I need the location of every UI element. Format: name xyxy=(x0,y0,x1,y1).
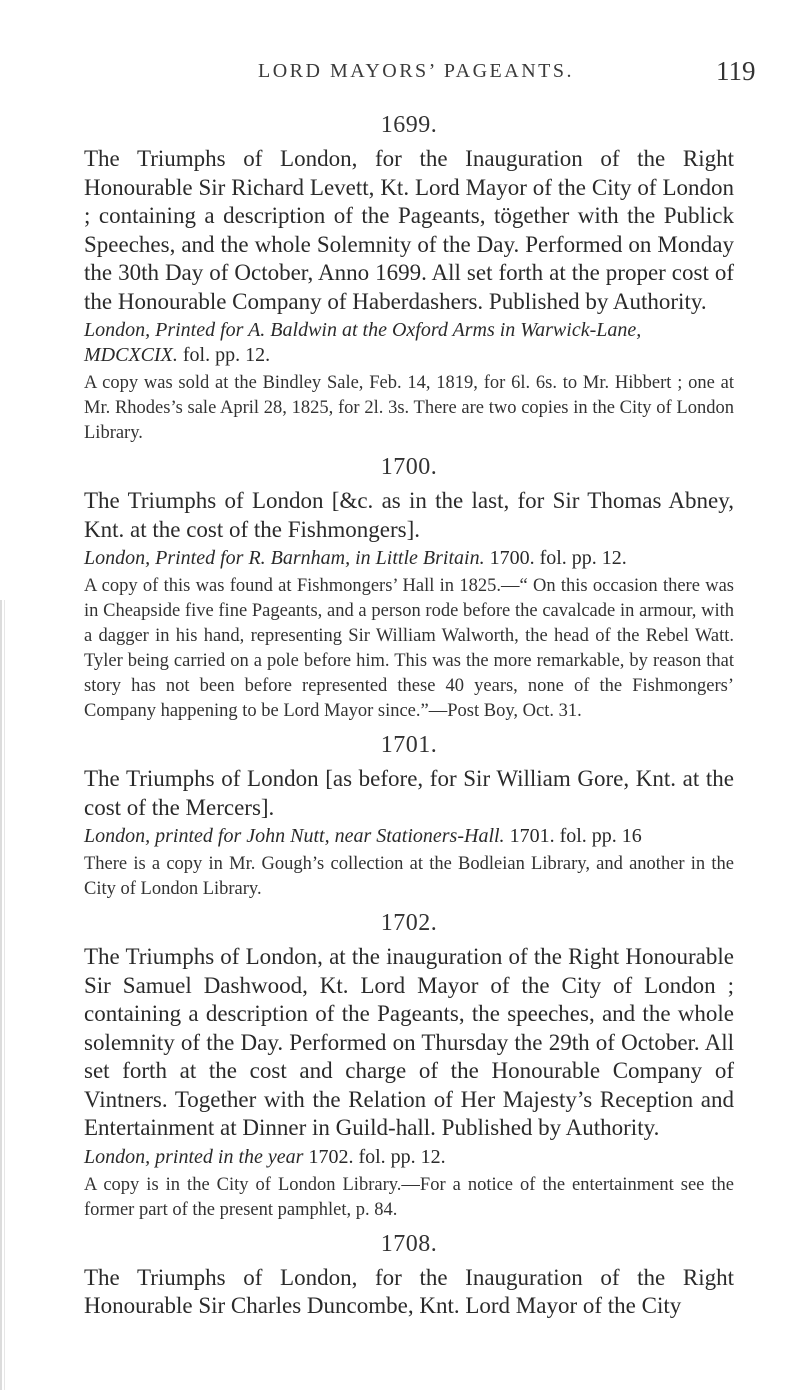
running-head: LORD MAYORS’ PAGEANTS. xyxy=(258,60,574,82)
imprint-place: London, Printed for R. Barnham, in Little Britain. xyxy=(84,547,485,569)
entry-1701 xyxy=(84,732,734,902)
entry-title: The Triumphs of London [&c. as in the last, for Sir Thomas Abney, Knt. at the cost of the Fishmongers]. xyxy=(84,488,734,542)
imprint-details: fol. pp. 12. xyxy=(177,344,271,366)
imprint-place: London, Printed for A. Baldwin at the Oxford Arms in Warwick-Lane, MDCXCIX. xyxy=(84,319,642,366)
entry-1708 xyxy=(84,1231,734,1321)
page-number: 119 xyxy=(716,56,756,86)
page-header xyxy=(0,54,800,94)
imprint-details: 1702. fol. pp. 12. xyxy=(303,1145,446,1168)
entry-1699 xyxy=(84,112,734,446)
entry-1702 xyxy=(84,910,734,1223)
entry-year: 1702. xyxy=(380,910,438,936)
page-body xyxy=(84,112,734,1321)
entry-title: The Triumphs of London, for the Inauguration of the Right Honourable Sir Richard Levett, Kt. Lord Mayor of the City of London ; containing a description of the Pageants, tögether with the Publick Speeches, and the whole Solemnity of the Day. Performed on Monday the 30th Day of October, Anno 1699. All set forth at the proper cost of the Honourable Company of Haberdashers. Published by Authority. xyxy=(84,146,734,314)
entry-year: 1699. xyxy=(380,112,438,138)
entry-year: 1701. xyxy=(380,732,438,758)
entry-title: The Triumphs of London, for the Inauguration of the Right Honourable Sir Charles Duncombe, Knt. Lord Mayor of the City xyxy=(84,1264,734,1318)
entry-title: The Triumphs of London [as before, for Sir William Gore, Knt. at the cost of the Mercers]. xyxy=(84,766,734,820)
entry-imprint xyxy=(84,1145,734,1170)
entry-imprint xyxy=(84,546,734,571)
page-gutter-edge xyxy=(0,600,10,1390)
entry-note: A copy is in the City of London Library.—For a notice of the entertainment see the former part of the present pamphlet, p. 84. xyxy=(84,1174,734,1220)
entry-imprint xyxy=(84,824,734,849)
entry-note: There is a copy in Mr. Gough’s collection at the Bodleian Library, and another in the City of London Library. xyxy=(84,854,734,899)
imprint-details: 1701. fol. pp. 16 xyxy=(504,825,642,847)
entry-year: 1700. xyxy=(380,454,438,480)
entry-note: A copy of this was found at Fishmongers’ Hall in 1825.—“ On this occasion there was in Cheapside five fine Pageants, and a person rode before the cavalcade in armour, with a dagger in his hand, representing Sir William Walworth, the head of the Rebel Watt. Tyler being carried on a pole before him. This was the more remarkable, by reason that story has not been before represented these 40 years, none of the Fishmongers’ Company happening to be Lord Mayor since.”—Post Boy, Oct. 31. xyxy=(84,576,734,721)
imprint-place: London, printed for John Nutt, near Stationers-Hall. xyxy=(84,825,505,847)
entry-imprint xyxy=(84,318,734,368)
imprint-details: 1700. fol. pp. 12. xyxy=(484,547,627,569)
entry-1700 xyxy=(84,454,734,724)
imprint-place: London, printed in the year xyxy=(84,1145,304,1168)
entry-title: The Triumphs of London, at the inauguration of the Right Honourable Sir Samuel Dashwood, Kt. Lord Mayor of the City of London ; containing a description of the Pageants, the speeches, and the whole solemnity of the Day. Performed on Thursday the 29th of October. All set forth at the cost and charge of the Honourable Company of Vintners. Together with the Relation of Her Majesty’s Reception and Entertainment at Dinner in Guild-hall. Published by Authority. xyxy=(84,944,734,1140)
entry-year: 1708. xyxy=(380,1230,438,1257)
entry-note: A copy was sold at the Bindley Sale, Feb. 14, 1819, for 6l. 6s. to Mr. Hibbert ; one at Mr. Rhodes’s sale April 28, 1825, for 2l. 3s. There are two copies in the City of London Library. xyxy=(84,373,734,443)
